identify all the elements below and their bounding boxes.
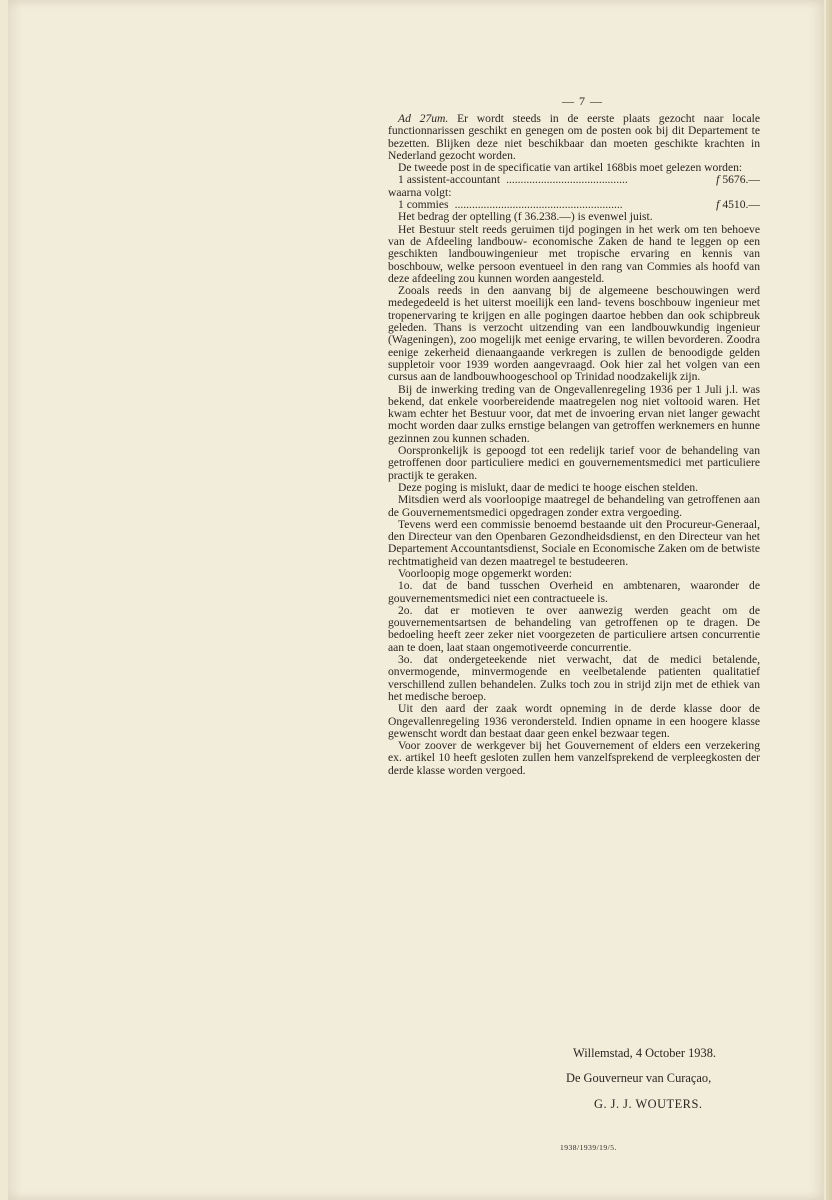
paragraph: Mitsdien werd als voorloopige maatregel de behandeling van getroffenen aan de Gouvernementsmedici opgedragen zonder extra vergoeding.	[388, 493, 760, 519]
paragraph-ad27: Ad 27um. Er wordt steeds in de eerste plaats gezocht naar locale functionnarissen geschikt en genegen om de posten ook bij dit Departement te bezetten. Blijken deze niet beschikbaar dan moeten geschikte krachten in Nederland gezocht worden.	[388, 112, 760, 162]
signature-title: De Gouverneur van Curaçao,	[566, 1071, 712, 1085]
footer-code: 1938/1939/19/5.	[560, 1143, 617, 1152]
leader-dots: ..........................................................	[454, 199, 623, 212]
paragraph: waarna volgt:	[388, 185, 452, 199]
paragraph: Tevens werd een commissie benoemd bestaande uit den Procureur-Generaal, den Directeur van den Openbaren Gezondheidsdienst, en den Directeur van het Departement Accountantsdienst, Sociale en Economische Zaken om de betwiste rechtmatigheid van dezen maatregel te bestudeeren.	[388, 517, 760, 568]
item-amount: f 5676.—	[716, 173, 760, 187]
paragraph: De tweede post in de specificatie van artikel 168bis moet gelezen worden:	[398, 161, 743, 175]
paragraph: Voorloopig moge opgemerkt worden:	[398, 566, 572, 580]
paragraph: Uit den aard der zaak wordt opneming in de derde klasse door de Ongevallenregeling 1936 verondersteld. Indien opname in een hoogere klasse gewenscht wordt dan bestaat daar geen enkel bezwaar tegen.	[388, 702, 760, 740]
page-number: — 7 —	[562, 94, 603, 108]
paragraph-lead: Ad 27um.	[398, 112, 449, 125]
paragraph: Het bedrag der optelling (f 36.238.—) is evenwel juist.	[398, 210, 653, 224]
paragraph: Deze poging is mislukt, daar de medici te hooge eischen stelden.	[398, 480, 699, 494]
paragraph: 1o. dat de band tusschen Overheid en ambtenaren, waaronder de gouvernementsmedici niet een contractueele is.	[388, 579, 760, 605]
paragraph: 2o. dat er motieven te over aanwezig werden geacht om de gouvernementsartsen de behandeling van getroffenen op te dragen. De bedoeling heeft zeer zeker niet voorgezeten de particuliere artsen concurrentie aan te doen, laat staan ongemotiveerde concurrentie.	[388, 603, 760, 654]
paragraph: Het Bestuur stelt reeds geruimen tijd pogingen in het werk om ten behoeve van de Afdeeling landbouw- economische Zaken de hand te leggen op een geschikten landbouwingenieur met tropische ervaring en kennis van boschbouw, welke persoon eventueel in den rang van Commies als hoofd van deze afdeeling zou kunnen worden aangesteld.	[388, 222, 760, 285]
specification-line-1	[388, 174, 760, 186]
paragraph: Zooals reeds in den aanvang bij de algemeene beschouwingen werd medegedeeld is het uiterst moeilijk een land- tevens boschbouw ingenieur met tropenervaring te krijgen en alle pogingen daartoe hebben dan ook schipbreuk geleden. Thans is verzocht uitzending van een landbouwkundig ingenieur (Wageningen), zoo mogelijk met eenige ervaring, te willen bevorderen. Zoodra eenige zekerheid dienaangaande verkregen is zullen de benoodigde gelden suppletoir voor 1939 worden aangevraagd. Ook hier zal het volgen van een cursus aan de landbouwhoogeschool op Trinidad noodzakelijk zijn.	[388, 284, 760, 384]
signature-name: G. J. J. WOUTERS.	[594, 1097, 703, 1111]
item-label: 1 commies	[398, 198, 449, 212]
signature-place-date: Willemstad, 4 October 1938.	[573, 1046, 716, 1060]
page-edge	[826, 0, 832, 1200]
item-amount: f 4510.—	[716, 198, 760, 212]
paragraph: Voor zoover de werkgever bij het Gouvernement of elders een verzekering ex. artikel 10 heeft gesloten zullen hem vanzelfsprekend de verpleegkosten der derde klasse worden vergoed.	[388, 739, 760, 777]
paragraph: Bij de inwerking treding van de Ongevallenregeling 1936 per 1 Juli j.l. was bekend, dat enkele voorbereidende maatregelen nog niet voltooid waren. Het kwam echter het Bestuur voor, dat met de invoering ervan niet langer gewacht mocht worden daar zulks ernstige belangen van getroffen werknemers en hunne gezinnen zou kunnen schaden.	[388, 382, 760, 445]
paragraph: 3o. dat ondergeteekende niet verwacht, dat de medici betalende, onvermogende, minvermogende en veelbetalende patienten qualitatief verschillend zullen behandelen. Zulks toch zou in strijd zijn met de ethiek van het medische beroep.	[388, 653, 760, 703]
paragraph: Oorspronkelijk is gepoogd tot een redelijk tarief voor de behandeling van getroffenen door particuliere medici en gouvernementsmedici met particuliere practijk te geraken.	[388, 444, 760, 482]
body-text	[388, 113, 760, 777]
item-label: 1 assistent-accountant	[398, 173, 501, 187]
leader-dots: ..........................................	[506, 174, 628, 187]
